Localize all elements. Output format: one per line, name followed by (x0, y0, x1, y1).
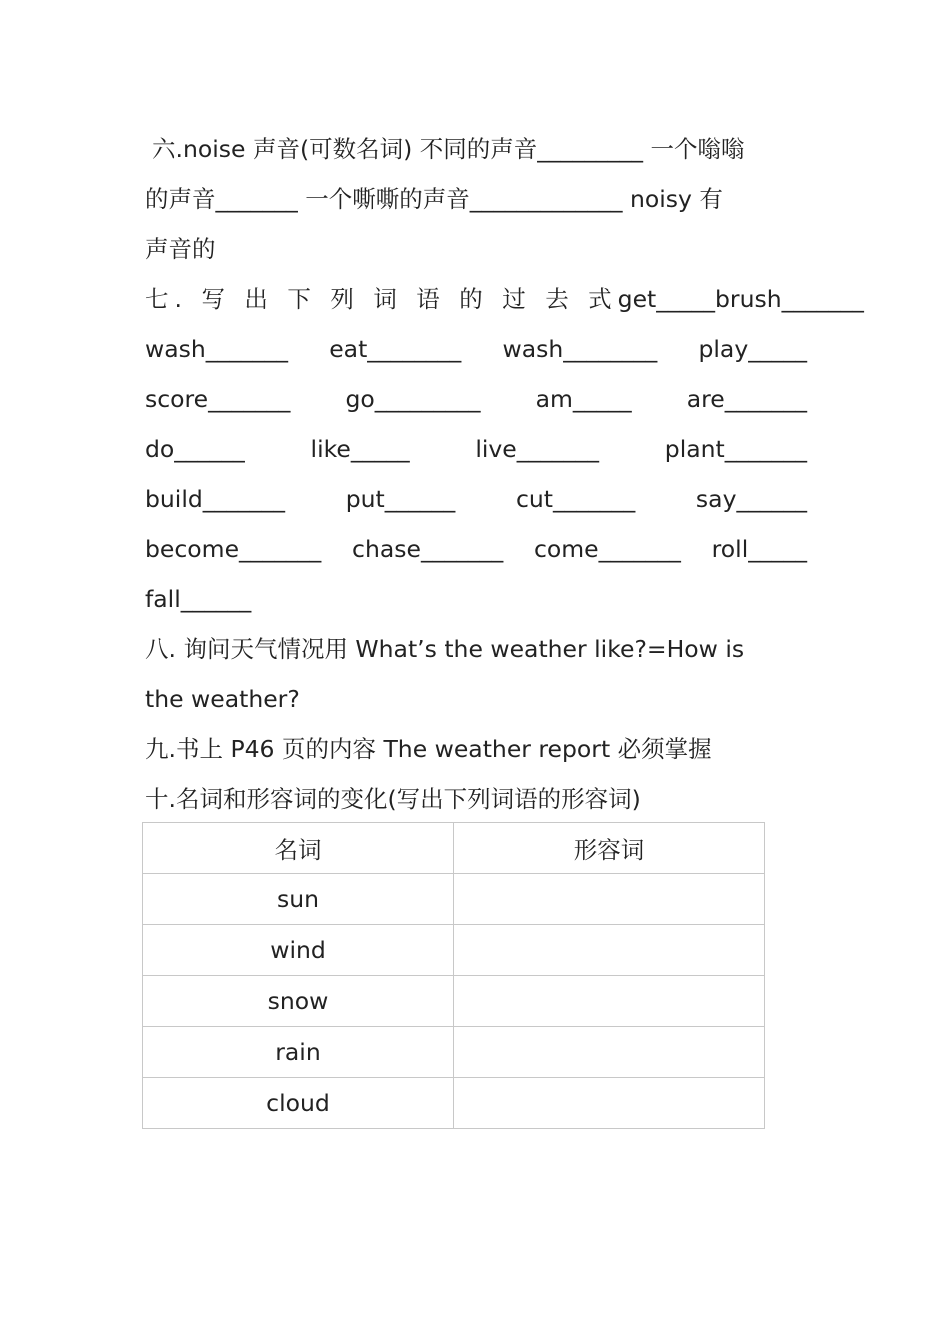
past-tense-blank: score_______ (145, 385, 291, 413)
adjective-cell (454, 874, 765, 925)
section7-row4 (145, 424, 807, 474)
past-tense-blank: roll_____ (711, 535, 807, 563)
section7-heading-row (145, 274, 864, 324)
noun-cell: sun (143, 874, 454, 925)
past-tense-blank: plant_______ (664, 435, 807, 463)
adjective-cell (454, 1027, 765, 1078)
section8-line1: 八. 询问天气情况用 What’s the weather like?=How is (145, 635, 745, 663)
noun-cell: wind (143, 925, 454, 976)
section6-line3: 声音的 (145, 235, 216, 263)
table-row (143, 1027, 765, 1078)
noun-cell: snow (143, 976, 454, 1027)
section7-row5 (145, 474, 807, 524)
table-header-noun: 名词 (143, 823, 454, 874)
past-tense-blank: live_______ (475, 435, 600, 463)
past-tense-blank: are_______ (686, 385, 807, 413)
table-row (143, 925, 765, 976)
past-tense-blank: wash________ (502, 335, 658, 363)
exercise-text (145, 124, 864, 824)
table-row (143, 976, 765, 1027)
table-header-row (143, 823, 765, 874)
adjective-cell (454, 976, 765, 1027)
section6-line2: 的声音_______ 一个嘶嘶的声音_____________ noisy 有 (145, 185, 723, 213)
past-tense-blank: become_______ (145, 535, 322, 563)
table-row (143, 1078, 765, 1129)
section7-row6 (145, 524, 807, 574)
past-tense-blank: like_____ (310, 435, 410, 463)
adjective-cell (454, 1078, 765, 1129)
section7-heading: 七. 写 出 下 列 词 语 的 过 去 式 (145, 285, 618, 313)
past-tense-blank: build_______ (145, 485, 286, 513)
section8-line2: the weather? (145, 685, 300, 713)
past-tense-blank: do______ (145, 435, 245, 463)
section6-line1: 六.noise 声音(可数名词) 不同的声音_________ 一个嗡嗡 (152, 135, 745, 163)
table-row (143, 874, 765, 925)
table-header-adjective: 形容词 (454, 823, 765, 874)
adjective-cell (454, 925, 765, 976)
past-tense-blank: come_______ (533, 535, 681, 563)
noun-cell: rain (143, 1027, 454, 1078)
past-tense-blank: play_____ (698, 335, 807, 363)
section7-row2 (145, 324, 807, 374)
section9-line1: 九.书上 P46 页的内容 The weather report 必须掌握 (145, 735, 712, 763)
past-tense-blank: am_____ (535, 385, 632, 413)
past-tense-blank: eat________ (329, 335, 462, 363)
section7-row7: fall______ (145, 585, 252, 613)
noun-cell: cloud (143, 1078, 454, 1129)
noun-adjective-table (142, 822, 765, 1129)
past-tense-blank: chase_______ (352, 535, 504, 563)
past-tense-blank: get_____ (617, 285, 716, 313)
past-tense-blank: brush_______ (715, 285, 864, 313)
past-tense-blank: say______ (695, 485, 807, 513)
past-tense-blank: go_________ (345, 385, 481, 413)
section10-heading: 十.名词和形容词的变化(写出下列词语的形容词) (145, 785, 641, 813)
past-tense-blank: cut_______ (515, 485, 636, 513)
past-tense-blank: wash_______ (145, 335, 289, 363)
past-tense-blank: put______ (345, 485, 456, 513)
section7-row3 (145, 374, 807, 424)
